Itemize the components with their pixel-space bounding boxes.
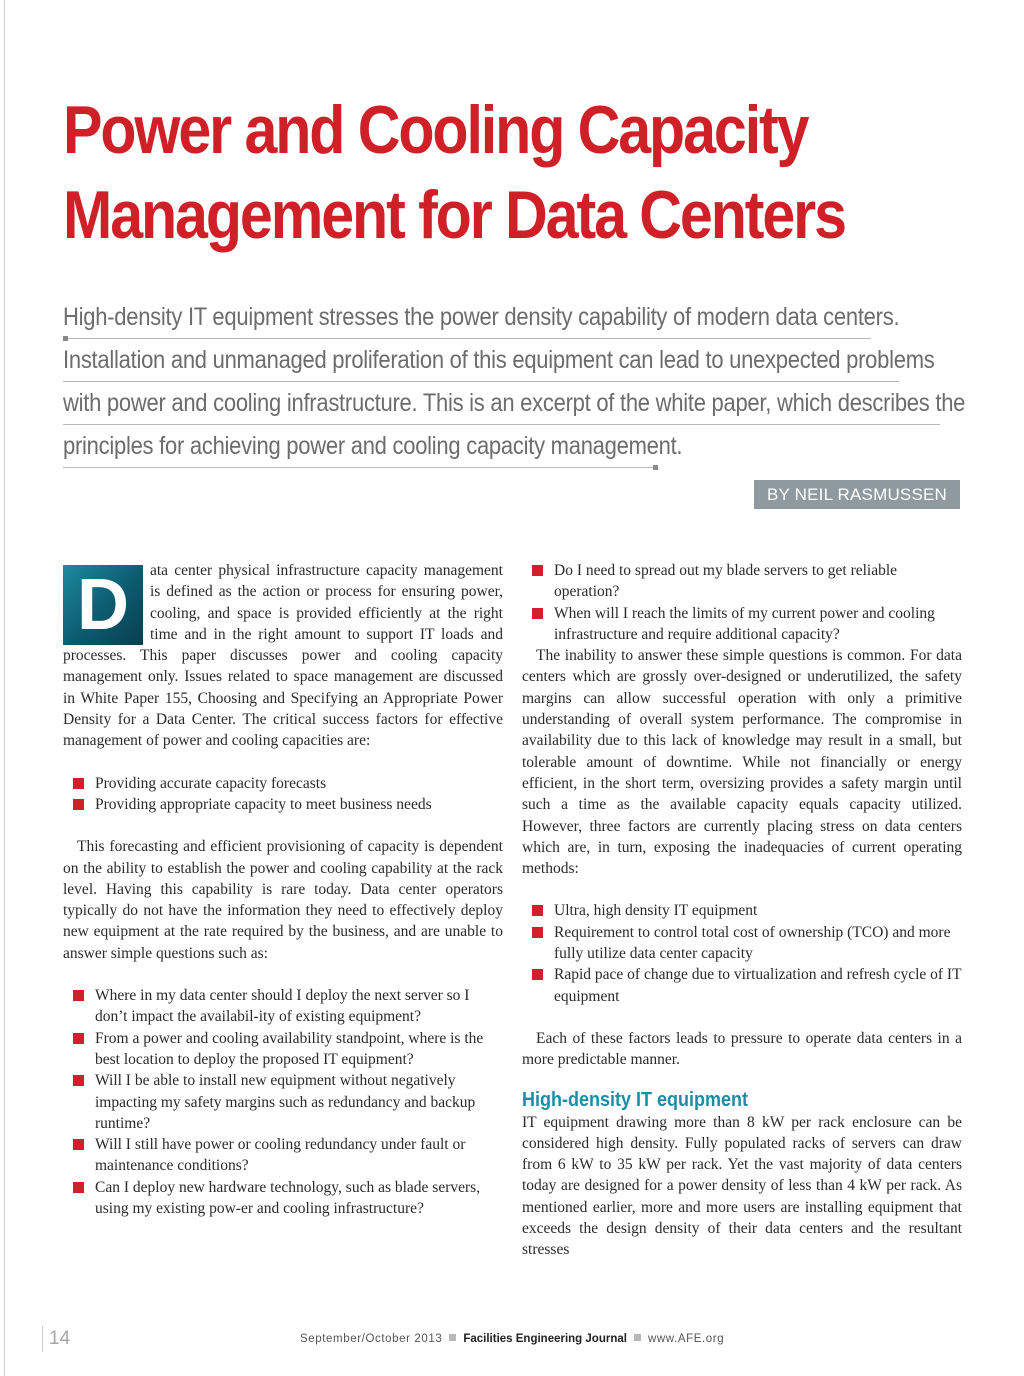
list-item: Providing appropriate capacity to meet business needs xyxy=(63,794,503,815)
right-column xyxy=(522,560,962,1261)
questions-list xyxy=(63,985,503,1219)
deck-line xyxy=(63,382,966,425)
page-margin-rule xyxy=(4,0,5,1376)
issue-date: September/October 2013 xyxy=(300,1333,443,1345)
list-item: From a power and cooling availability standpoint, where is the best location to deploy the proposed IT equipment? xyxy=(63,1028,503,1071)
forecasting-paragraph: This forecasting and efficient provisioning of capacity is dependent on the ability to establish the power and cooling capability at the rack level. Having this capability is rare today. Data center operators typically do not have the information they need to effectively deploy new equipment at the rate required by the business, and are unable to answer simple questions such as: xyxy=(63,838,503,962)
website-link[interactable]: www.AFE.org xyxy=(647,1333,725,1345)
list-item: Ultra, high density IT equipment xyxy=(522,900,962,921)
list-item: Can I deploy new hardware technology, such as blade servers, using my existing pow-er and cooling infrastructure? xyxy=(63,1177,503,1220)
deck-text: principles for achieving power and cooling capacity management. xyxy=(63,432,683,460)
article-title xyxy=(63,88,845,258)
deck-text: High-density IT equipment stresses the power density capability of modern data centers. xyxy=(63,303,900,331)
journal-name: Facilities Engineering Journal xyxy=(463,1333,627,1345)
page-number: 14 xyxy=(42,1326,70,1352)
deck-underline xyxy=(63,467,657,468)
deck-rule-marker xyxy=(653,465,658,470)
list-item: Providing accurate capacity forecasts xyxy=(63,773,503,794)
title-line-2: Management for Data Centers xyxy=(63,177,845,253)
deck-text: with power and cooling infrastructure. This is an excerpt of the white paper, which describes the xyxy=(63,389,966,417)
high-density-paragraph: IT equipment drawing more than 8 kW per rack enclosure can be considered high density. Fully populated racks of servers can draw from 6 kW to 35 kW per rack. Yet the vast majority of data centers today are designed for a power density of less than 4 kW per rack. As mentioned earlier, more and more users are installing equipment that exceeds the design density of their data centers and the resultant stresses xyxy=(522,1113,962,1259)
footer-info xyxy=(300,1331,724,1347)
page-footer xyxy=(0,1326,1024,1352)
byline: BY NEIL RASMUSSEN xyxy=(754,480,960,509)
drop-cap: D xyxy=(63,565,143,645)
list-item: Requirement to control total cost of ownership (TCO) and more fully utilize data center capacity xyxy=(522,922,962,965)
deck-line xyxy=(63,296,963,339)
stress-factors-list xyxy=(522,900,962,1006)
separator-square-icon xyxy=(634,1334,641,1341)
deck-line xyxy=(63,339,963,382)
list-item: Where in my data center should I deploy the next server so I don’t impact the availabil-ity of existing equipment? xyxy=(63,985,503,1028)
deck-line xyxy=(63,425,963,468)
list-item: Do I need to spread out my blade servers to get reliable operation? xyxy=(522,560,962,603)
deck-text: Installation and unmanaged proliferation of this equipment can lead to unexpected problems xyxy=(63,346,935,374)
inability-paragraph: The inability to answer these simple questions is common. For data centers which are grossly over-designed or underutilized, the safety margins can allow successful operation with only a primitive understanding of overall system performance. The compromise in availability due to this lack of knowledge may result in a small, but tolerable amount of downtime. While not financially or energy efficient, in the short term, oversizing provides a safety margin until such a time as the available capacity equals capacity utilized. However, three factors are currently placing stress on data centers which are, in turn, exposing the inadequacies of current operating methods: xyxy=(522,647,962,878)
intro-text: ata center physical infrastructure capacity management is defined as the action or process for ensuring power, cooling, and space is provided efficiently at the right time and in the right amount to support IT loads and processes. This paper discusses power and cooling capacity management only. Issues related to space management are discussed in White Paper 155, Choosing and Specifying an Appropriate Power Density for a Data Center. The critical success factors for effective management of power and cooling capacities are: xyxy=(63,562,503,750)
intro-paragraph xyxy=(63,560,503,752)
title-line-1: Power and Cooling Capacity xyxy=(63,92,808,168)
factors-paragraph: Each of these factors leads to pressure to operate data centers in a more predictable manner. xyxy=(522,1029,962,1069)
list-item: Will I still have power or cooling redundancy under fault or maintenance conditions? xyxy=(63,1134,503,1177)
article-deck xyxy=(63,296,966,468)
section-heading: High-density IT equipment xyxy=(522,1088,749,1111)
list-item: When will I reach the limits of my current power and cooling infrastructure and require additional capacity? xyxy=(522,603,962,646)
list-item: Will I be able to install new equipment without negatively impacting my safety margins such as redundancy and backup runtime? xyxy=(63,1070,503,1134)
questions-list-continued xyxy=(522,560,962,645)
left-column xyxy=(63,560,503,1219)
separator-square-icon xyxy=(449,1334,456,1341)
success-factors-list xyxy=(63,773,503,816)
list-item: Rapid pace of change due to virtualization and refresh cycle of IT equipment xyxy=(522,964,962,1007)
